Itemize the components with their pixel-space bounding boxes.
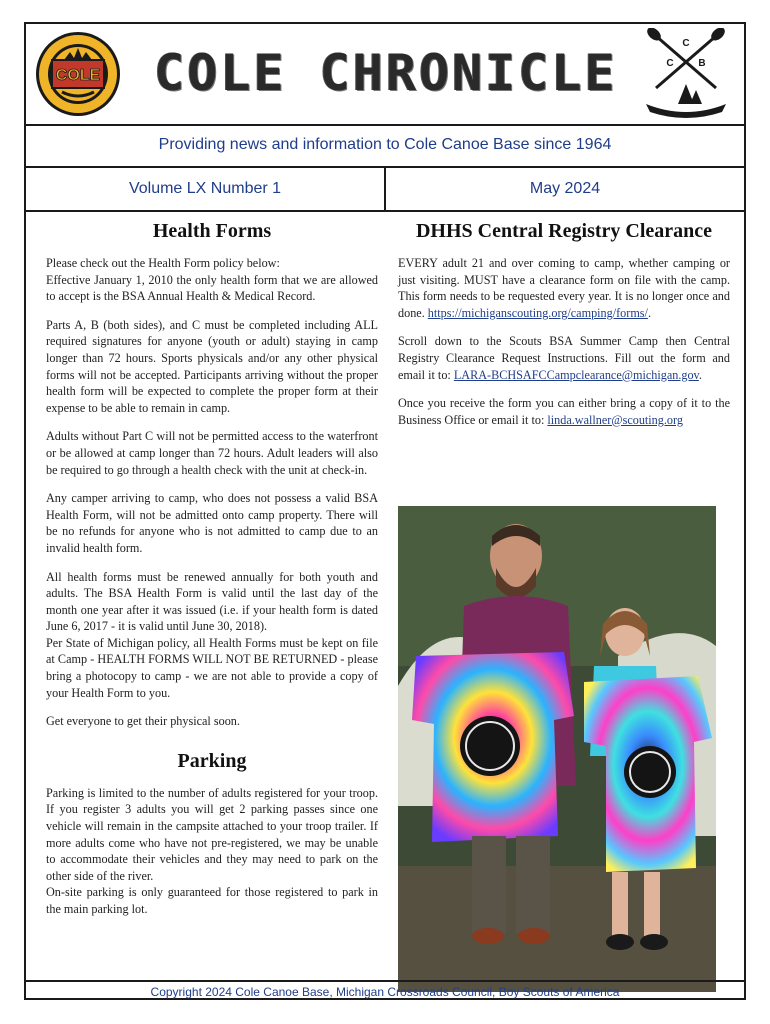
dhhs-requirement-text: EVERY adult 21 and over coming to camp, whether camping or just visiting. MUST have a clearance form on file with the camp. This form needs to be requested every year. It is no longer once and done. xyxy=(398,256,730,320)
health-forms-heading: Health Forms xyxy=(152,220,272,242)
svg-text:C: C xyxy=(666,58,674,69)
dhhs-heading: DHHS Central Registry Clearance xyxy=(415,220,713,242)
copyright-footer: Copyright 2024 Cole Canoe Base, Michigan Crossroads Council, Boy Scouts of America xyxy=(26,980,744,1002)
newsletter-title: COLE CHRONICLE xyxy=(154,44,618,102)
masthead xyxy=(26,24,744,126)
tie-dye-shirts-photo xyxy=(398,506,716,992)
parking-onsite: On-site parking is only guaranteed for those registered to park in the main parking lot. xyxy=(46,885,378,916)
dhhs-submission-text: Once you receive the form you can either bring a copy of it to the Business Office or email it to: xyxy=(398,396,730,427)
health-forms-part-c: Adults without Part C will not be permitted access to the waterfront or be allowed at camp longer than 72 hours. Adult leaders will also be required to go through a health check with the unit at check-in. xyxy=(46,429,378,477)
dhhs-requirement: EVERY adult 21 and over coming to camp, whether camping or just visiting. MUST have a clearance form on file with the camp. This form needs to be requested every year. It is no longer once and done. https://michiganscouting.org/camping/forms/. xyxy=(398,256,730,320)
newsletter-page xyxy=(24,22,746,1000)
tagline: Providing news and information to Cole Canoe Base since 1964 xyxy=(26,124,744,168)
health-forms-intro: Please check out the Health Form policy below: xyxy=(46,256,280,270)
health-forms-invalid: Any camper arriving to camp, who does not possess a valid BSA Health Form, will not be admitted onto camp property. There will be no refunds for anyone who is not admitted to camp due to an invalid health form. xyxy=(46,491,378,555)
svg-text:B: B xyxy=(698,58,706,69)
badge-center-text: COLE xyxy=(55,67,101,84)
forms-link[interactable]: https://michiganscouting.org/camping/forms/ xyxy=(427,305,648,320)
parking-text: Parking is limited to the number of adults registered for your troop. If you register 3 adults you will get 2 parking passes since one vehicle will remain in the campsite attached to your troop trailer. If more adults come who have not pre-registered, we may be unable to accommodate their vehicles and they may need to park on the other side of the river. xyxy=(46,785,378,883)
dhhs-submission xyxy=(398,395,730,428)
business-office-email-link[interactable]: linda.wallner@scouting.org xyxy=(547,412,683,427)
health-forms-closing: Get everyone to get their physical soon. xyxy=(46,714,240,729)
health-forms-state-policy: Per State of Michigan policy, all Health Forms must be kept on file at Camp - HEALTH FORMS WILL NOT BE RETURNED - please bring a photocopy to camp - we are not able to provide a copy of your Health Form to you. xyxy=(46,635,378,700)
health-forms-effective: Effective January 1, 2010 the only health form that we are allowed to accept is the BSA Annual Health & Medical Record. xyxy=(46,272,378,304)
health-forms-parts: Parts A, B (both sides), and C must be completed including ALL required signatures for anyone (youth or adult) staying in camp longer than 72 hours. Sports physicals and/or any other physical forms will not be accepted. Participants arriving without the proper health form will be expected to complete the proper form at their expense to be able to remain in camp. xyxy=(46,317,378,415)
dhhs-instructions-text: Scroll down to the Scouts BSA Summer Camp then Central Registry Clearance Request Instructions. Fill out the form and email it to: xyxy=(398,334,730,382)
left-column xyxy=(46,220,378,930)
right-column xyxy=(398,220,730,440)
health-forms-renewal: All health forms must be renewed annually for both youth and adults. The BSA Health Form is valid until the last day of the month one year after it was issued (i.e. if your health form is dated June 6, 2017 - it is valid until June 30, 2018). xyxy=(46,569,378,634)
dhhs-instructions: Scroll down to the Scouts BSA Summer Camp then Central Registry Clearance Request Instructions. Fill out the form and email it to: LARA-BCHSAFCCampclearance@michigan.gov. xyxy=(398,334,730,382)
issue-date: May 2024 xyxy=(529,180,601,197)
crossed-paddles-canoe-logo-icon xyxy=(642,28,730,120)
issue-info-row xyxy=(26,168,744,212)
cole-canoe-base-badge-icon xyxy=(34,30,122,118)
svg-text:C: C xyxy=(682,38,690,49)
volume-number: Volume LX Number 1 xyxy=(26,168,386,210)
clearance-email-link[interactable]: LARA-BCHSAFCCampclearance@michigan.gov xyxy=(453,367,699,382)
parking-heading: Parking xyxy=(177,749,247,772)
